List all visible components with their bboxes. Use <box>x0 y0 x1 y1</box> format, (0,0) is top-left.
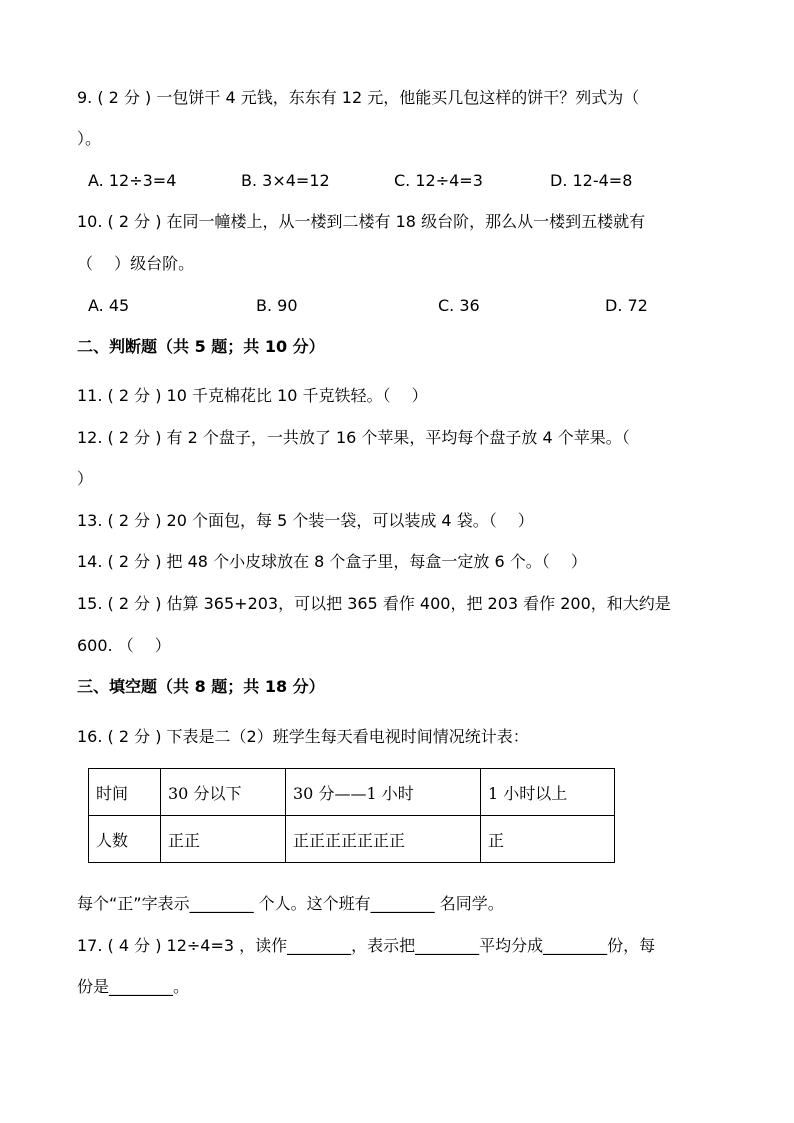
q9-option-d: D. 12-4=8 <box>550 171 633 190</box>
table-cell: 正 <box>481 816 615 863</box>
q10-option-c: C. 36 <box>438 296 480 315</box>
tv-time-stat-table <box>88 768 615 863</box>
q10-text-line2: （ ）级台阶。 <box>77 254 195 273</box>
q12-text-line1: 12. ( 2 分 ) 有 2 个盘子，一共放了 16 个苹果，平均每个盘子放 4 个苹果。（ <box>77 428 630 447</box>
q10-text-line1: 10. ( 2 分 ) 在同一幢楼上，从一楼到二楼有 18 级台阶，那么从一楼到五楼就有 <box>77 212 646 231</box>
q13-text: 13. ( 2 分 ) 20 个面包，每 5 个装一袋，可以装成 4 袋。（ ） <box>77 511 534 530</box>
q10-option-a: A. 45 <box>88 296 130 315</box>
table-cell: 30 分——1 小时 <box>286 769 481 816</box>
q12-text-line2: ） <box>77 469 94 488</box>
q17-text-line2: 份是________。 <box>77 977 190 996</box>
q16-text: 16. ( 2 分 ) 下表是二（2）班学生每天看电视时间情况统计表： <box>77 727 529 746</box>
q9-option-b: B. 3×4=12 <box>241 171 330 190</box>
q10-option-d: D. 72 <box>605 296 648 315</box>
q9-text-line2: ）。 <box>77 129 102 148</box>
section3-heading: 三、填空题（共 8 题；共 18 分） <box>77 677 325 696</box>
table-row-count <box>89 816 615 863</box>
table-cell: 时间 <box>89 769 161 816</box>
section2-heading: 二、判断题（共 5 题；共 10 分） <box>77 337 325 356</box>
q9-option-a: A. 12÷3=4 <box>88 171 177 190</box>
table-row-header <box>89 769 615 816</box>
q16-fill-in: 每个“正”字表示________ 个人。这个班有________ 名同学。 <box>77 894 504 913</box>
q17-text-line1: 17. ( 4 分 ) 12÷4=3 ，读作________，表示把________平均分成________份，每 <box>77 936 656 955</box>
q11-text: 11. ( 2 分 ) 10 千克棉花比 10 千克铁轻。（ ） <box>77 386 428 405</box>
table-cell: 1 小时以上 <box>481 769 615 816</box>
q14-text: 14. ( 2 分 ) 把 48 个小皮球放在 8 个盒子里，每盒一定放 6 个。（ ） <box>77 552 587 571</box>
q15-text-line1: 15. ( 2 分 ) 估算 365+203，可以把 365 看作 400，把 203 看作 200，和大约是 <box>77 594 671 613</box>
q10-option-b: B. 90 <box>256 296 298 315</box>
table-cell: 正正 <box>161 816 286 863</box>
q9-option-c: C. 12÷4=3 <box>394 171 483 190</box>
q15-text-line2: 600. （ ） <box>77 636 171 655</box>
table-cell: 人数 <box>89 816 161 863</box>
table-cell: 正正正正正正正 <box>286 816 481 863</box>
table-cell: 30 分以下 <box>161 769 286 816</box>
q9-text-line1: 9. ( 2 分 ) 一包饼干 4 元钱，东东有 12 元，他能买几包这样的饼干？列式为（ <box>77 88 640 107</box>
